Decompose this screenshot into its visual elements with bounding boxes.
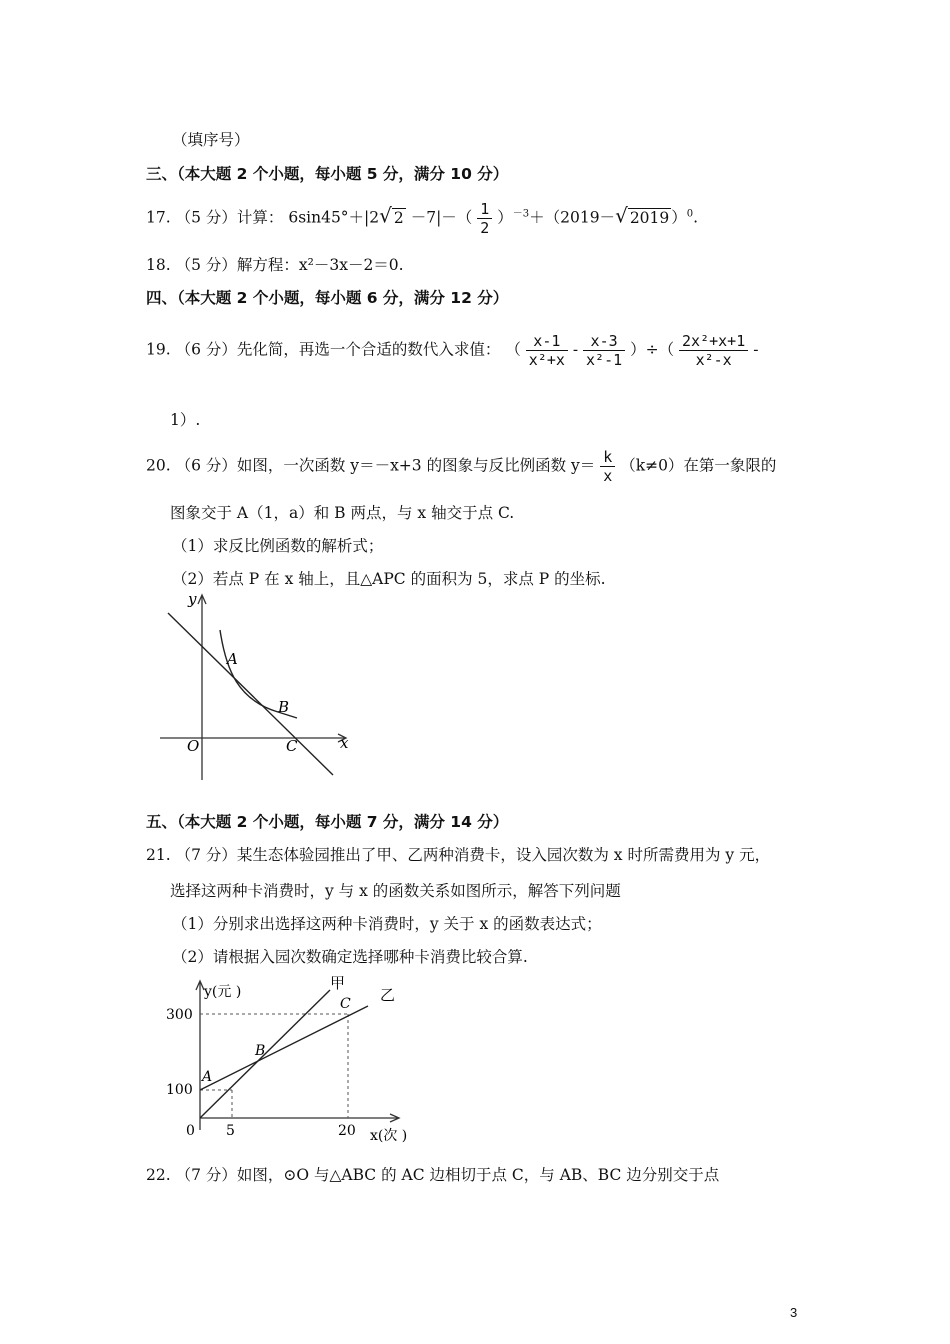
q21-sub1: （1）分别求出选择这两种卡消费时，y 关于 x 的函数表达式； xyxy=(172,915,602,933)
q17-expr-c: ） xyxy=(497,208,513,227)
section-4-title: 四、（本大题 2 个小题，每小题 6 分，满分 12 分） xyxy=(146,289,509,307)
q19-continuation: 1）. xyxy=(170,411,201,429)
graph-yi: 乙 xyxy=(380,986,396,1004)
question-19 xyxy=(146,332,758,369)
graph-label-o: O xyxy=(187,737,200,755)
q21-sub2: （2）请根据入园次数确定选择哪种卡消费比较合算. xyxy=(172,948,528,966)
q20-graph xyxy=(160,588,360,783)
q18-text: （5 分）解方程：x²－3x－2＝0. xyxy=(175,256,404,274)
q17-sqrt-a: 2 xyxy=(393,208,404,227)
q19-minus: - xyxy=(572,340,579,359)
page-number: 3 xyxy=(790,1305,798,1320)
graph-jia: 甲 xyxy=(330,974,346,992)
section-5-title: 五、（本大题 2 个小题，每小题 7 分，满分 14 分） xyxy=(146,813,509,831)
q21-number: 21. xyxy=(146,846,171,864)
graph-label-x: x xyxy=(340,734,349,752)
graph-point-a: A xyxy=(202,1069,213,1085)
q17-sqrt-b: 2019 xyxy=(629,208,670,227)
q19-number: 19. xyxy=(146,340,171,359)
q19-fraction-2: $\frac{x-3}{\text{x²-1}}$ xyxy=(583,332,625,369)
question-17 xyxy=(146,200,698,237)
q17-exp1: －3 xyxy=(512,208,530,220)
q21-graph xyxy=(160,970,420,1150)
q17-expr-d: ＋（2019－ xyxy=(529,208,616,227)
fill-number-note: （填序号） xyxy=(172,131,250,149)
q17-score: （5 分）计算： xyxy=(175,208,284,227)
q22-number: 22. xyxy=(146,1166,171,1184)
q17-expr-b: －7|－（ xyxy=(410,208,473,227)
q19-fraction-3: $\frac{\text{2x²+x+1}}{\text{x²-x}}$ xyxy=(679,332,748,369)
sqrt-sign: √ xyxy=(615,203,628,228)
graph-ylabel: y(元 ) xyxy=(204,984,242,1000)
q21-line1: （7 分）某生态体验园推出了甲、乙两种消费卡，设入园次数为 x 时所需费用为 y 元， xyxy=(175,846,771,864)
graph-label-y: y xyxy=(188,590,197,608)
q19-open: （ xyxy=(505,340,521,359)
graph-x5: 5 xyxy=(226,1123,235,1139)
question-21 xyxy=(146,843,770,865)
line-yi xyxy=(200,1006,368,1090)
q20-sub2: （2）若点 P 在 x 轴上，且△APC 的面积为 5，求点 P 的坐标. xyxy=(172,570,606,588)
q17-fraction: $\frac{1}{2}$ xyxy=(477,200,492,237)
question-18 xyxy=(146,253,404,275)
q19-fraction-1: $\frac{x-1}{\text{x²+x}}$ xyxy=(526,332,568,369)
section-3-title: 三、（本大题 2 个小题，每小题 5 分，满分 10 分） xyxy=(146,165,509,183)
q20-number: 20. xyxy=(146,456,171,475)
graph-x20: 20 xyxy=(338,1123,356,1139)
graph-label-a: A xyxy=(227,650,238,668)
question-20 xyxy=(146,448,776,485)
q17-expr-a: 6sin45°＋|2 xyxy=(288,208,380,227)
q17-end: . xyxy=(693,208,699,227)
q17-number: 17. xyxy=(146,208,171,227)
q20-line2: 图象交于 A（1，a）和 B 两点，与 x 轴交于点 C. xyxy=(170,504,515,522)
sqrt-sign: √ xyxy=(379,203,392,228)
graph-y100: 100 xyxy=(166,1082,193,1098)
q20-line1-b: （k≠0）在第一象限的 xyxy=(620,456,777,475)
q19-minus-2: - xyxy=(753,340,759,359)
graph-label-b: B xyxy=(278,698,290,716)
q19-divide: ）÷（ xyxy=(630,340,675,359)
graph-label-c: C xyxy=(286,737,298,755)
graph-y300: 300 xyxy=(166,1007,193,1023)
q19-text: （6 分）先化简，再选一个合适的数代入求值： xyxy=(175,340,501,359)
question-22 xyxy=(146,1163,719,1185)
q20-sub1: （1）求反比例函数的解析式； xyxy=(172,537,384,555)
q20-fraction: $\frac{k}{x}$ xyxy=(600,448,615,485)
q18-number: 18. xyxy=(146,256,171,274)
q17-expr-e: ） xyxy=(671,208,687,227)
q21-line2: 选择这两种卡消费时，y 与 x 的函数关系如图所示，解答下列问题 xyxy=(170,882,621,900)
graph-x0: 0 xyxy=(186,1123,195,1139)
q22-text: （7 分）如图，⊙O 与△ABC 的 AC 边相切于点 C，与 AB、BC 边分别交于点 xyxy=(175,1166,720,1184)
graph-point-c: C xyxy=(340,996,351,1012)
q20-line1-a: （6 分）如图，一次函数 y＝－x+3 的图象与反比例函数 y＝ xyxy=(175,456,596,475)
graph-point-b: B xyxy=(255,1043,266,1059)
q17-exp2: 0 xyxy=(686,208,694,220)
graph-xlabel: x(次 ) xyxy=(370,1128,408,1144)
